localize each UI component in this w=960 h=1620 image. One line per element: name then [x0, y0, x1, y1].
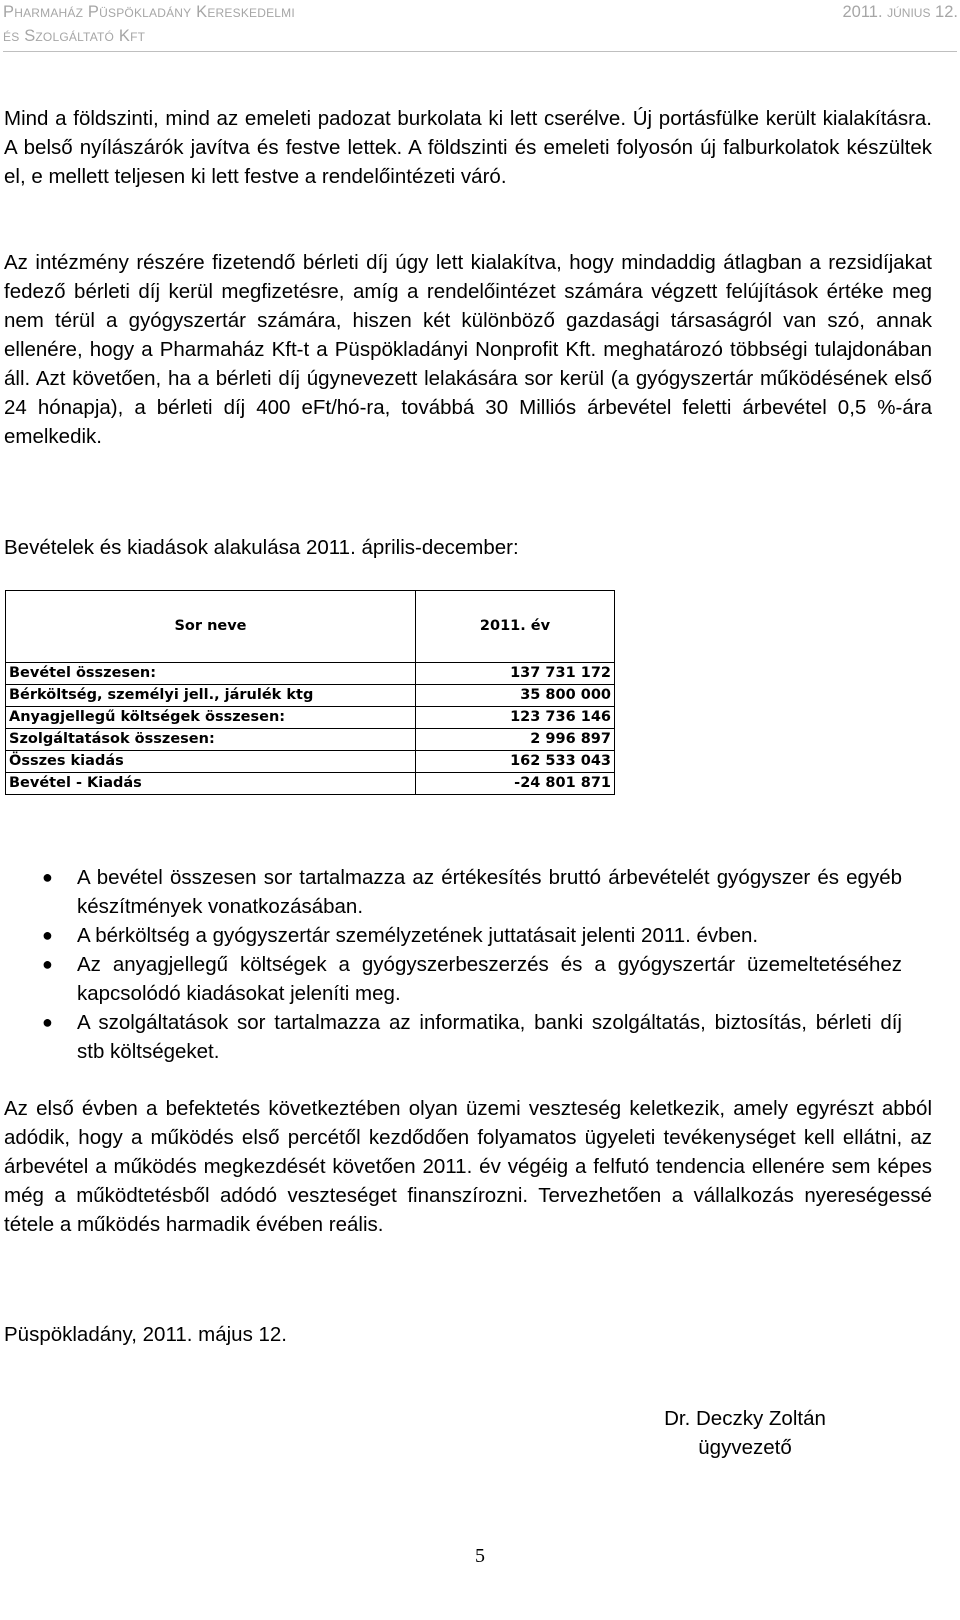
financial-table: [5, 590, 615, 795]
row-label: Bérköltség, személyi jell., járulék ktg: [6, 685, 416, 707]
bullet-icon: ●: [42, 954, 53, 974]
row-label: Bevétel összesen:: [6, 663, 416, 685]
page-number: 5: [475, 1545, 485, 1567]
row-value: 137 731 172: [416, 663, 615, 685]
list-item: ● A szolgáltatások sor tartalmazza az informatika, banki szolgáltatás, biztosítás, bérleti díj stb költségeket.: [4, 1008, 902, 1066]
table-header-row: [6, 591, 615, 663]
company-name-line2: és Szolgáltató Kft: [3, 27, 146, 45]
header-rule: [3, 51, 957, 52]
row-label: Szolgáltatások összesen:: [6, 729, 416, 751]
page-header: [3, 0, 957, 53]
table-row: [6, 663, 615, 685]
column-header-name: Sor neve: [6, 591, 416, 663]
place-date: Püspökladány, 2011. május 12.: [4, 1323, 288, 1346]
table-row: [6, 707, 615, 729]
table-row: [6, 729, 615, 751]
row-value: 123 736 146: [416, 707, 615, 729]
row-value: 35 800 000: [416, 685, 615, 707]
list-item: ● A bevétel összesen sor tartalmazza az értékesítés bruttó árbevételét gyógyszer és egyéb készítmények vonatkozásában.: [4, 863, 902, 921]
table-row: [6, 685, 615, 707]
row-value: 2 996 897: [416, 729, 615, 751]
signer-title: ügyvezető: [698, 1436, 792, 1459]
paragraph-loss: Az első évben a befektetés következtében olyan üzemi veszteség keletkezik, amely egyrészt abból adódik, hogy a működés első percétől kezdődően folyamatos ügyeleti tevékenységet kell ellátni, az árbevétel a működés megkezdését követően 2011. év végéig a felfutó tendencia ellenére sem képes még a működtetésből adódó veszteséget finanszírozni. Tervezhetően a vállalkozás nyereségessé tétele a működés harmadik évében reális.: [4, 1097, 932, 1236]
paragraph-renovation: Mind a földszinti, mind az emeleti padozat burkolata ki lett cserélve. Új portásfülke került kialakításra. A belső nyílászárók javítva és festve lettek. A földszinti és emeleti folyosón új falburkolatok készültek el, e mellett teljesen ki lett festve a rendelőintézeti váró.: [4, 107, 932, 188]
list-item: ● Az anyagjellegű költségek a gyógyszerbeszerzés és a gyógyszertár üzemeltetéséhez kapcsolódó kiadásokat jeleníti meg.: [4, 950, 902, 1008]
explanation-list: [4, 863, 902, 1066]
signature-block: [640, 1404, 850, 1462]
table-heading: Bevételek és kiadások alakulása 2011. április-december:: [4, 536, 519, 559]
bullet-icon: ●: [42, 1012, 53, 1032]
list-item: ● A bérköltség a gyógyszertár személyzetének juttatásait jelenti 2011. évben.: [4, 921, 902, 950]
row-value: 162 533 043: [416, 751, 615, 773]
paragraph-rent: Az intézmény részére fizetendő bérleti díj úgy lett kialakítva, hogy mindaddig átlagban a rezsidíjakat fedező bérleti díj kerül megfizetésre, amíg a rendelőintézet számára végzett felújítások értéke meg nem térül a gyógyszertár számára, hiszen két különböző gazdasági társaságról van szó, annak ellenére, hogy a Pharmaház Kft-t a Püspökladányi Nonprofit Kft. meghatározó többségi tulajdonában áll. Azt követően, ha a bérleti díj úgynevezett lelakására sor kerül (a gyógyszertár működésének első 24 hónapja), a bérleti díj 400 eFt/hó-ra, továbbá 30 Milliós árbevétel feletti árbevétel 0,5 %-ára emelkedik.: [4, 251, 932, 448]
table-row: [6, 751, 615, 773]
bullet-icon: ●: [42, 925, 53, 945]
row-label: Összes kiadás: [6, 751, 416, 773]
table-row: [6, 773, 615, 795]
row-label: Bevétel - Kiadás: [6, 773, 416, 795]
signer-name: Dr. Deczky Zoltán: [664, 1407, 826, 1430]
bullet-icon: ●: [42, 867, 53, 887]
column-header-year: 2011. év: [416, 591, 615, 663]
company-name: [3, 0, 295, 48]
row-label: Anyagjellegű költségek összesen:: [6, 707, 416, 729]
header-date: 2011. június 12.: [842, 3, 958, 21]
row-value: -24 801 871: [416, 773, 615, 795]
company-name-line1: Pharmaház Püspökladány Kereskedelmi: [3, 3, 295, 21]
